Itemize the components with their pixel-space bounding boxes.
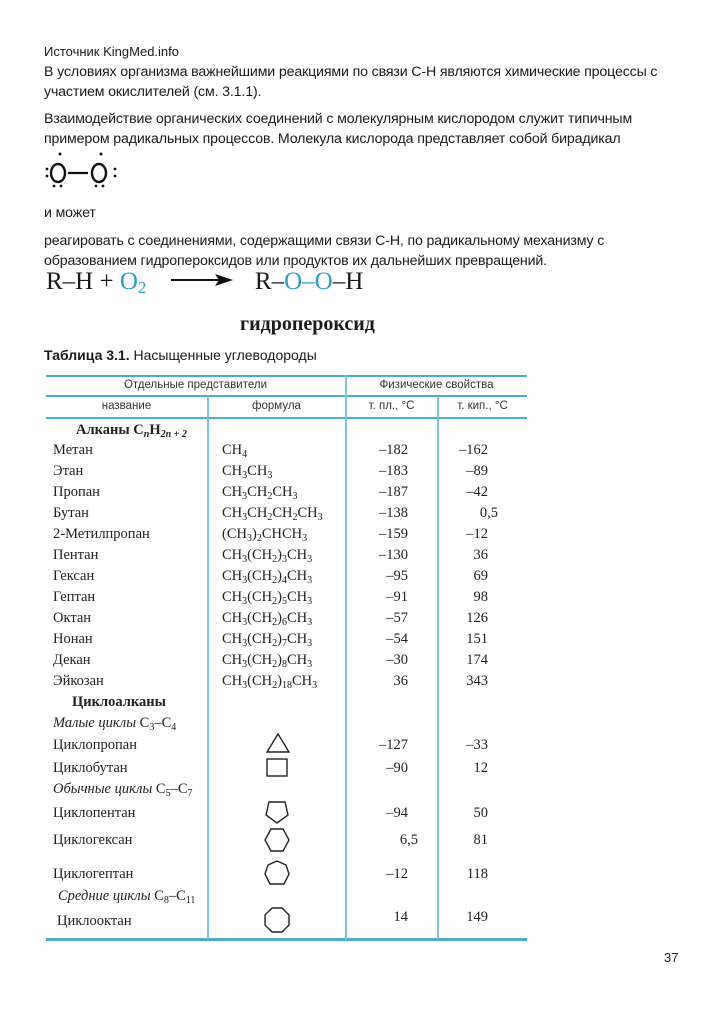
row-formula: $CH_4$ (222, 442, 248, 460)
row-boiling-point: 126 (466, 610, 488, 626)
paragraph-1: В условиях организма важнейшими реакциями по связи С-Н являются химические процессы с участием окислителей (см. 3.1.1). (44, 64, 658, 100)
row-name: Циклооктан (57, 913, 132, 929)
column-header-melting-point: т. пл., °С (368, 400, 415, 412)
row-melting-point: –183 (379, 463, 408, 479)
lewis-structure-icon (44, 150, 124, 195)
row-formula: $CH_3(CH_2)_3CH_3$ (222, 547, 313, 565)
row-boiling-point: –33 (466, 737, 488, 753)
table-divider-name-formula (207, 396, 209, 939)
table-caption (44, 347, 317, 363)
reactant-rh: R–H (46, 268, 94, 295)
row-formula: $CH_3(CH_2)_7CH_3$ (222, 631, 313, 649)
cyclooctane-octagon-icon (263, 906, 291, 934)
row-boiling-point: –42 (466, 484, 488, 500)
row-formula: $CH_3(CH_2)_8CH_3$ (222, 652, 313, 670)
group-header-physical-properties: Физические свойства (379, 379, 494, 391)
section-cycloalkanes: Циклоалканы (72, 694, 166, 710)
row-name: Этан (53, 463, 84, 479)
row-formula: $CH_3CH_2CH_2CH_3$ (222, 505, 323, 523)
section-medium-rings: Средние циклы $C_8-C_{11}$ (58, 888, 196, 906)
row-boiling-point: 69 (473, 568, 488, 584)
page-number: 37 (664, 950, 679, 965)
row-name: Циклопентан (53, 805, 136, 821)
paragraph-2: Взаимодействие органических соединений с молекулярным кислородом служит типичным примером радикальных процессов. Молекула кислорода представляет собой бирадикал (44, 111, 633, 147)
row-name: Пропан (53, 484, 100, 500)
row-formula: $CH_3(CH_2)_4CH_3$ (222, 568, 313, 586)
row-boiling-point: 98 (473, 589, 488, 605)
cyclopentane-pentagon-icon (263, 799, 291, 825)
row-melting-point: –57 (386, 610, 408, 626)
product-oxygen-1: O (284, 268, 303, 295)
row-melting-point: –91 (386, 589, 408, 605)
table-divider-group (345, 375, 347, 940)
row-name: Метан (53, 442, 93, 458)
row-melting-point: 36 (393, 673, 408, 689)
reactant-oxygen: $O_2$ (119, 268, 147, 297)
row-boiling-point: –12 (466, 526, 488, 542)
cycloheptane-heptagon-icon (263, 859, 291, 889)
product-name: гидропероксид (240, 313, 375, 335)
row-melting-point: –30 (386, 652, 408, 668)
oxygen-biradical-lewis-structure (44, 150, 124, 195)
row-formula: $CH_3(CH_2)_5CH_3$ (222, 589, 313, 607)
section-normal-rings: Обычные циклы $C_5-C_7$ (53, 781, 193, 799)
source-label[interactable]: Источник KingMed.info (44, 44, 179, 59)
row-boiling-point: –89 (466, 463, 488, 479)
row-melting-point: 14 (393, 909, 408, 925)
row-melting-point: –94 (386, 805, 408, 821)
product-oxygen-2: O (314, 268, 333, 295)
row-boiling-point: 343 (466, 673, 488, 689)
row-boiling-point: 118 (466, 866, 488, 882)
row-name: Циклопропан (53, 737, 137, 753)
row-name: Декан (53, 652, 91, 668)
row-melting-point: –12 (386, 866, 408, 882)
row-formula: $CH_3CH_2CH_3$ (222, 484, 298, 502)
row-formula: $CH_3(CH_2)_6CH_3$ (222, 610, 313, 628)
row-name: Бутан (53, 505, 89, 521)
table-group-header-rule (46, 395, 527, 397)
product-r: R– (254, 268, 285, 295)
row-melting-point: –182 (379, 442, 408, 458)
row-name: Гексан (53, 568, 95, 584)
row-boiling-point: 0,5 (479, 505, 498, 521)
hydrocarbons-table (46, 375, 527, 940)
row-boiling-point: 36 (473, 547, 488, 563)
row-boiling-point: –162 (459, 442, 488, 458)
row-name: Октан (53, 610, 92, 626)
row-melting-point: –54 (386, 631, 408, 647)
row-name: 2-Метилпропан (53, 526, 150, 542)
plus-sign: + (99, 268, 114, 295)
column-header-name: название (101, 400, 152, 412)
product-h: –H (332, 268, 364, 295)
cyclopropane-triangle-icon (265, 732, 291, 754)
row-melting-point: 6,5 (399, 832, 418, 848)
paragraph-4: реагировать с соединениями, содержащими связи С-Н, по радикальному механизму с образованием гидропероксидов или продуктов их дальнейших превращений. (44, 233, 605, 269)
row-boiling-point: 50 (473, 805, 488, 821)
cyclobutane-square-icon (265, 757, 289, 779)
row-formula: $CH_3CH_3$ (222, 463, 273, 481)
reaction-arrow-icon (171, 273, 233, 287)
row-name: Пентан (53, 547, 99, 563)
table-caption-title: Насыщенные углеводороды (129, 347, 317, 363)
row-boiling-point: 81 (473, 832, 488, 848)
table-top-rule (46, 375, 527, 377)
row-melting-point: –130 (379, 547, 408, 563)
row-name: Эйкозан (53, 673, 104, 689)
row-name: Гептан (53, 589, 96, 605)
section-small-rings: Малые циклы $C_3-C_4$ (53, 715, 177, 733)
row-name: Нонан (53, 631, 93, 647)
row-boiling-point: 174 (466, 652, 488, 668)
column-header-boiling-point: т. кип., °С (457, 400, 508, 412)
row-melting-point: –159 (379, 526, 408, 542)
row-melting-point: –187 (379, 484, 408, 500)
row-melting-point: –138 (379, 505, 408, 521)
table-divider-mp-bp (437, 396, 439, 939)
row-boiling-point: 12 (473, 760, 488, 776)
table-header-rule (46, 417, 527, 419)
group-header-representatives: Отдельные представители (123, 379, 268, 391)
row-boiling-point: 151 (466, 631, 488, 647)
row-name: Циклогептан (53, 866, 134, 882)
row-boiling-point: 149 (466, 909, 488, 925)
row-name: Циклобутан (53, 760, 128, 776)
table-caption-number: Таблица 3.1. (44, 347, 130, 363)
section-alkanes: Алканы $C_nH_{2n + 2}$ (76, 422, 187, 440)
row-formula: $CH_3(CH_2)_{18}CH_3$ (222, 673, 318, 691)
product-bond: – (302, 268, 315, 295)
row-name: Циклогексан (53, 832, 133, 848)
row-formula: $(CH_3)_2CHCH_3$ (222, 526, 308, 544)
paragraph-3: и может (44, 205, 96, 221)
row-melting-point: –90 (386, 760, 408, 776)
row-melting-point: –127 (379, 737, 408, 753)
row-melting-point: –95 (386, 568, 408, 584)
column-header-formula: формула (252, 400, 301, 412)
reaction-equation (46, 268, 363, 298)
cyclohexane-hexagon-icon (263, 826, 291, 854)
table-bottom-rule (46, 938, 527, 941)
